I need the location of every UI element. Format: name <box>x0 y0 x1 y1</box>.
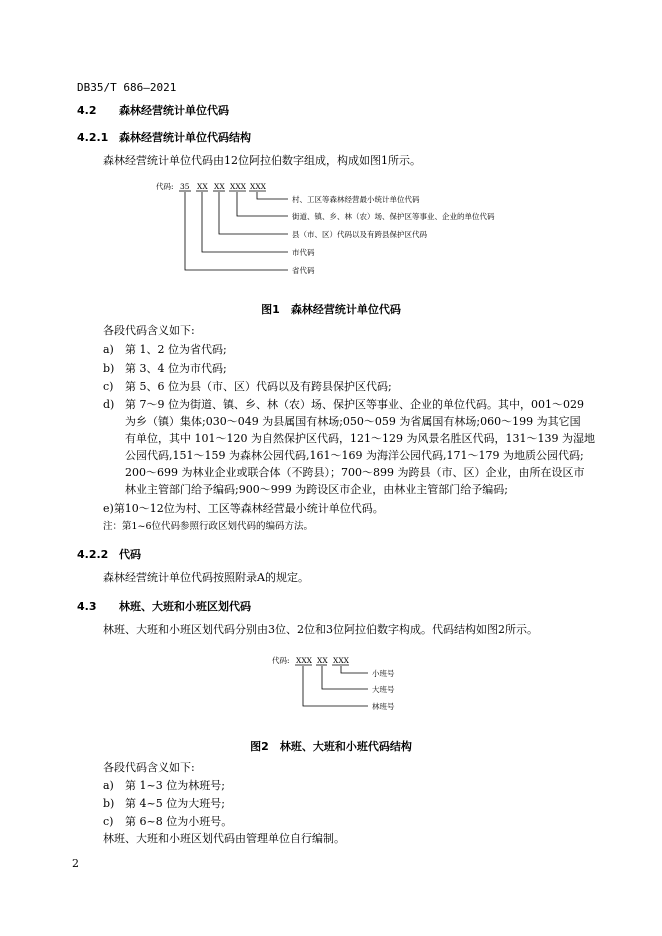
list-text-block <box>125 396 595 498</box>
section-number: 4.2.2 <box>77 548 109 561</box>
list-marker: b) <box>103 797 115 810</box>
list-item <box>103 777 225 794</box>
section-title: 森林经营统计单位代码结构 <box>119 131 251 144</box>
list-marker: c) <box>103 380 114 393</box>
list-marker: a) <box>103 343 114 356</box>
list-item <box>103 813 232 830</box>
section-number: 4.2 <box>77 104 97 117</box>
connector-lines <box>295 665 368 706</box>
paragraph-4-3: 林班、大班和小班区划代码分别由3位、2位和3位阿拉伯数字构成。代码结构如图2所示。 <box>103 623 538 636</box>
list-intro: 各段代码含义如下: <box>103 324 195 337</box>
list-text: 第 3、4 位为市代码; <box>125 362 227 375</box>
figure-1-caption: 图1 森林经营统计单位代码 <box>261 303 401 316</box>
list-marker: b) <box>103 362 115 375</box>
section-title: 林班、大班和小班区划代码 <box>119 600 251 613</box>
list-text-line: 公园代码,151～159 为森林公园代码,161～169 为海洋公园代码,171～179 为地质公园代码; <box>125 449 584 462</box>
figure-2-caption: 图2 林班、大班和小班代码结构 <box>250 740 412 753</box>
segment-label: 村、工区等森林经营最小统计单位代码 <box>292 195 420 204</box>
section-title: 森林经营统计单位代码 <box>119 104 229 117</box>
code-segment-4: XXX <box>230 182 247 191</box>
segment-label: 林班号 <box>372 702 395 711</box>
section-4-2-heading <box>77 102 229 118</box>
document-code-header: DB35/T 686—2021 <box>77 81 177 94</box>
code-prefix: 代码: <box>156 182 174 191</box>
list-text: 第 1~3 位为林班号; <box>125 779 225 792</box>
paragraph-4-2-2: 森林经营统计单位代码按照附录A的规定。 <box>103 571 309 584</box>
list-item <box>103 341 227 358</box>
segment-label: 大班号 <box>372 685 395 694</box>
list-marker: a) <box>103 779 114 792</box>
list-item <box>103 378 392 395</box>
segment-label: 市代码 <box>292 248 315 257</box>
figure-1-diagram <box>150 180 550 280</box>
list-item <box>103 396 595 498</box>
closing-paragraph: 林班、大班和小班区划代码由管理单位自行编制。 <box>103 832 345 845</box>
list-text-line: 200～699 为林业企业或联合体（不跨县）；700～899 为跨县（市、区）企业，由所在设区市 <box>125 466 585 479</box>
section-4-2-1-heading <box>77 129 251 145</box>
list-marker: c) <box>103 815 114 828</box>
note: 注：第1~6位代码参照行政区划代码的编码方法。 <box>103 521 314 532</box>
section-number: 4.3 <box>77 600 97 613</box>
code-segment-2: XX <box>317 656 328 665</box>
list-text-line: 林业主管部门给予编码;900～999 为跨设区市企业，由林业主管部门给予编码; <box>125 483 508 496</box>
list-marker: e) <box>103 502 114 515</box>
segment-label: 街道、镇、乡、林（农）场、保护区等事业、企业的单位代码 <box>292 212 495 221</box>
code-prefix: 代码: <box>272 656 290 665</box>
list-text: 第 6~8 位为小班号。 <box>125 815 233 828</box>
section-4-3-heading <box>77 598 251 614</box>
code-segment-3: XXX <box>333 656 350 665</box>
code-segment-3: XX <box>214 182 225 191</box>
list-text: 第10～12位为村、工区等森林经营最小统计单位代码。 <box>113 502 384 515</box>
page-number: 2 <box>72 857 79 870</box>
segment-label: 县（市、区）代码以及有跨县保护区代码 <box>292 230 427 239</box>
list-marker: d) <box>103 398 115 411</box>
list-text-line: 第 7～9 位为街道、镇、乡、林（农）场、保护区等事业、企业的单位代码。其中，001～029 <box>125 398 584 411</box>
list-text-line: 有单位，其中 101～120 为自然保护区代码，121～129 为风景名胜区代码，131～139 为湿地 <box>125 432 595 445</box>
segment-label: 省代码 <box>292 266 315 275</box>
code-segment-1: XXX <box>296 656 313 665</box>
segment-label: 小班号 <box>372 669 395 678</box>
code-segment-5: XXX <box>250 182 267 191</box>
list-text-line: 为乡（镇）集体;030～049 为县属国有林场;050～059 为省属国有林场;060～199 为其它国 <box>125 415 581 428</box>
code-segment-1: 35 <box>180 182 190 191</box>
list-item <box>103 360 227 377</box>
list-item <box>103 795 225 812</box>
section-title: 代码 <box>119 548 141 561</box>
list-text: 第 4~5 位为大班号; <box>125 797 225 810</box>
list-text: 第 1、2 位为省代码; <box>125 343 227 356</box>
code-segment-2: XX <box>197 182 208 191</box>
paragraph-4-2-1: 森林经营统计单位代码由12位阿拉伯数字组成，构成如图1所示。 <box>103 154 421 167</box>
list-text: 第 5、6 位为县（市、区）代码以及有跨县保护区代码; <box>125 380 392 393</box>
section-number: 4.2.1 <box>77 131 109 144</box>
list-item <box>103 500 384 517</box>
figure-2-diagram <box>268 655 428 715</box>
connector-lines <box>179 191 288 270</box>
list-intro: 各段代码含义如下: <box>103 761 195 774</box>
section-4-2-2-heading <box>77 546 141 562</box>
